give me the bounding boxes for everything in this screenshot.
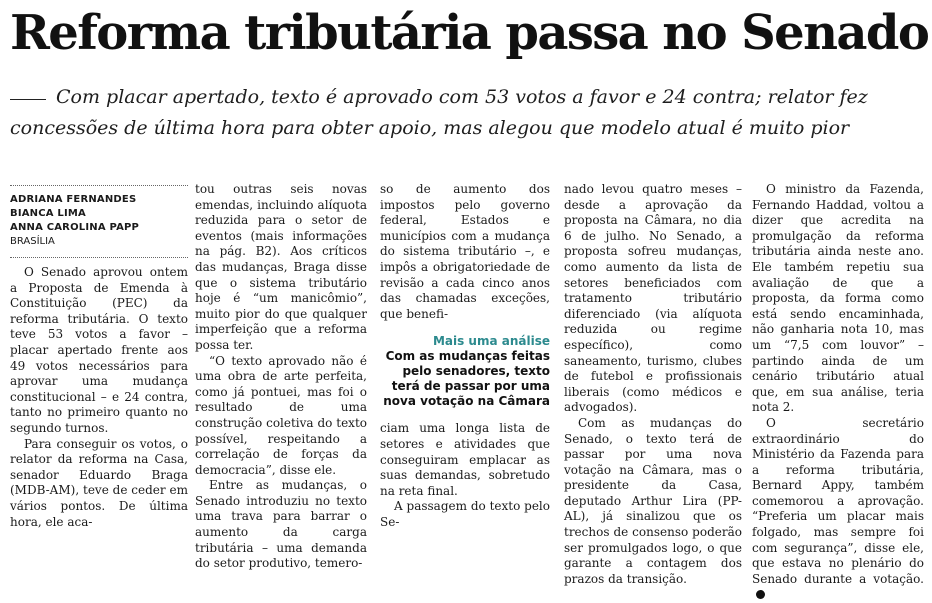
- byline-divider: [10, 185, 188, 186]
- body-paragraph: tou outras seis novas emendas, incluindo alíquota reduzida para o setor de eventos (mais informações na pág. B2). Aos críticos das mudanças, Braga disse que o sistema tributário hoje é “um manicômio”, muito pior do que qualquer imperfeição que a reforma possa ter.: [195, 182, 367, 352]
- body-paragraph: Entre as mudanças, o Senado introduziu no texto uma trava para barrar o aumento da carga tributária – uma demanda do setor produtivo, temero-: [195, 478, 367, 571]
- deck-text: Com placar apertado, texto é aprovado com 53 votos a favor e 24 contra; relator fez concessões de última hora para obter apoio, mas alegou que modelo atual é muito pior: [10, 86, 868, 139]
- byline-author: ANNA CAROLINA PAPP: [10, 222, 140, 233]
- body-paragraph: so de aumento dos impostos pelo governo federal, Estados e municípios com a mudança do sistema tributário –, e impôs a obrigatoriedade de revisão a cada cinco anos das chamadas exceções, que benefi-: [380, 182, 550, 321]
- body-paragraph: O ministro da Fazenda, Fernando Haddad, voltou a dizer que acredita na promulgação da reforma tributária ainda neste ano. Ele também repetiu sua avaliação de que a proposta, da forma como está sendo encaminhada, não ganharia nota 10, mas um “7,5 com louvor” – partindo ainda de um cenário tributário atual que, em sua análise, teria nota 2.: [752, 182, 924, 415]
- pull-quote: [380, 334, 550, 409]
- deck-rule: [10, 99, 46, 100]
- body-paragraph: “O texto aprovado não é uma obra de arte perfeita, como já pontuei, mas foi o resultado de uma construção coletiva do texto possível, respeitando a correlação de forças da democracia”, disse ele.: [195, 353, 367, 477]
- end-mark-icon: [756, 590, 765, 599]
- body-paragraph: A passagem do texto pelo Se-: [380, 499, 550, 529]
- body-paragraph: [752, 416, 924, 603]
- headline: Reforma tributária passa no Senado: [10, 5, 929, 61]
- byline-author: BIANCA LIMA: [10, 208, 86, 219]
- column-3: [380, 182, 550, 527]
- pull-quote-kicker: Mais uma análise: [432, 334, 550, 349]
- body-paragraph: Com as mudanças do Senado, o texto terá de passar por uma nova votação na Câmara, mas o presidente da Casa, deputado Arthur Lira (PP-AL), já sinalizou que os trechos de consenso poderão ser promulgados logo, o que garante a contagem dos prazos da transição.: [564, 415, 742, 586]
- body-text: O secretário extraordinário do Ministério da Fazenda para a reforma tributária, Bernard Appy, também comemorou a aprovação. “Preferia um placar mais folgado, mas sempre foi com segurança”, disse ele, que estava no plenário do Senado durante a votação.: [752, 415, 924, 586]
- column-1: [10, 182, 188, 527]
- body-paragraph: ciam uma longa lista de setores e atividades que conseguiram emplacar as suas demandas, sobretudo na reta final.: [380, 421, 550, 498]
- column-5: [752, 182, 924, 586]
- body-paragraph: O Senado aprovou ontem a Proposta de Emenda à Constituição (PEC) da reforma tributária. O texto teve 53 votos a favor – placar apertado frente aos 49 votos necessários para aprovar uma mudança constitucional – e 24 contra, tanto no primeiro quanto no segundo turnos.: [10, 265, 188, 435]
- byline-author: ADRIANA FERNANDES: [10, 194, 137, 205]
- column-2: [195, 182, 367, 571]
- body-paragraph: Para conseguir os votos, o relator da reforma na Casa, senador Eduardo Braga (MDB-AM), teve de ceder em vários pontos. De última hora, ele aca-: [10, 436, 188, 529]
- body-paragraph: nado levou quatro meses – desde a aprovação da proposta na Câmara, no dia 6 de julho. No Senado, a proposta sofreu mudanças, como aumento da lista de setores beneficiados com tratamento tributário diferenciado (via alíquota reduzida ou regime específico), como saneamento, turismo, clubes de futebol e profissionais liberais (como médicos e advogados).: [564, 182, 742, 415]
- deck: [10, 82, 922, 144]
- pull-quote-text: Com as mudanças feitas pelo senadores, texto terá de passar por uma nova votação na Câmara: [383, 349, 550, 409]
- byline-location: BRASÍLIA: [10, 236, 55, 247]
- byline-divider: [10, 257, 188, 258]
- column-4: [564, 182, 742, 586]
